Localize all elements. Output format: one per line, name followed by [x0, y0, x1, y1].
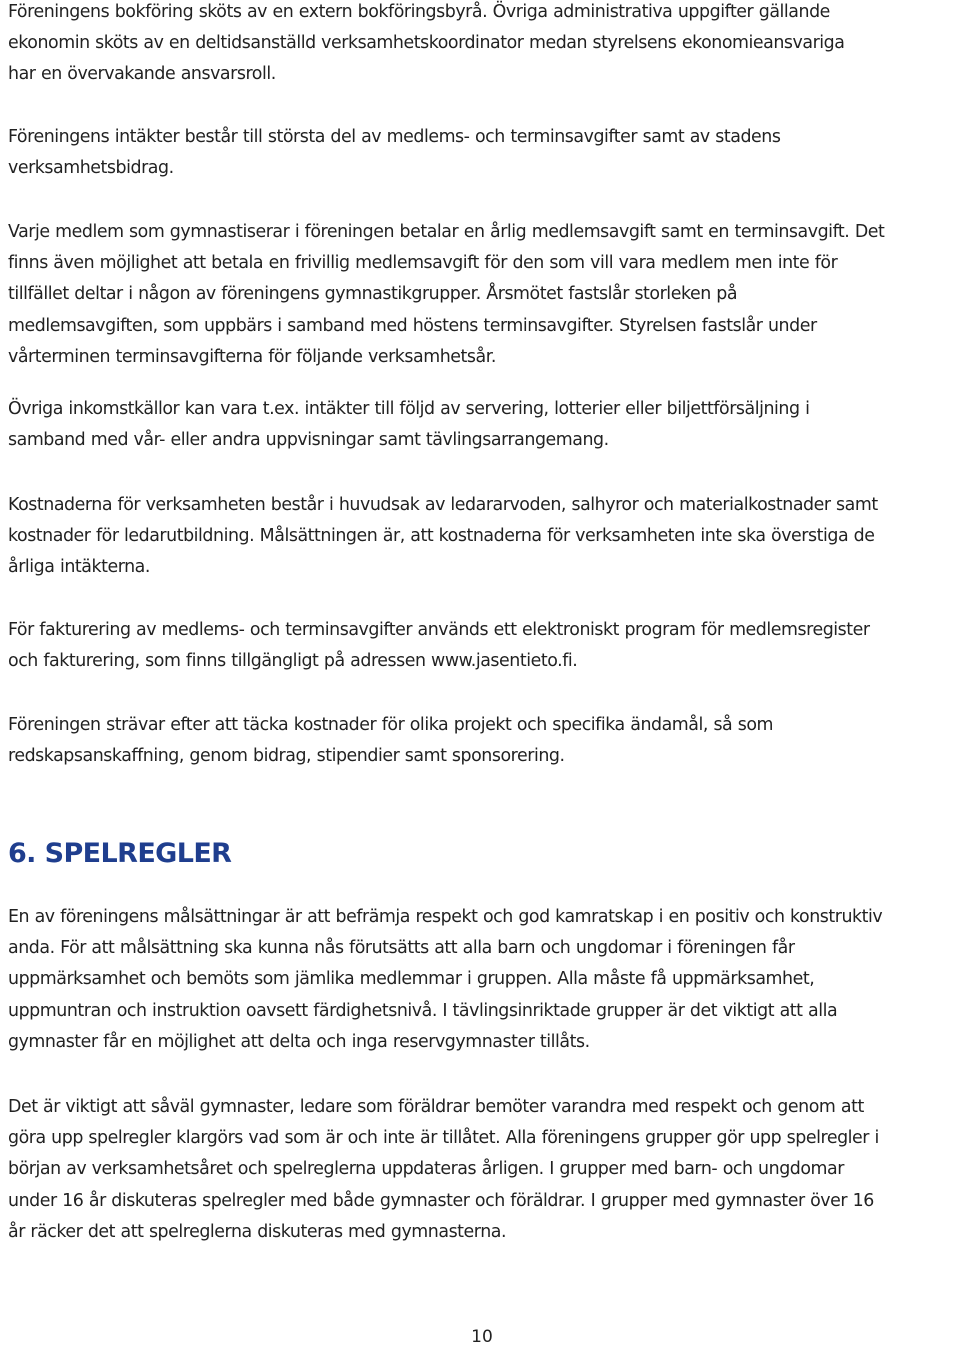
paragraph-invoicing	[8, 615, 870, 677]
section-heading: 6. SPELREGLER	[8, 838, 232, 869]
text-line: För fakturering av medlems- och terminsavgifter används ett elektroniskt program för medlemsregister	[8, 620, 870, 640]
text-line: och fakturering, som finns tillgängligt på adressen www.jasentieto.fi.	[8, 651, 578, 672]
page-number: 10	[471, 1327, 493, 1347]
text-line: anda. För att målsättning ska kunna nås förutsätts att alla barn och ungdomar i föreningen får	[8, 938, 795, 959]
text-line: göra upp spelregler klargörs vad som är och inte är tillåtet. Alla föreningens grupper gör upp spelregler i	[8, 1128, 879, 1149]
text-line: redskapsanskaffning, genom bidrag, stipendier samt sponsorering.	[8, 746, 565, 767]
text-line: Föreningen strävar efter att täcka kostnader för olika projekt och specifika ändamål, så som	[8, 715, 774, 735]
paragraph-bookkeeping	[8, 0, 844, 91]
text-line: Varje medlem som gymnastiserar i föreningen betalar en årlig medlemsavgift samt en terminsavgift. Det	[8, 222, 885, 242]
text-line: Föreningens bokföring sköts av en extern bokföringsbyrå. Övriga administrativa uppgifter gällande	[8, 2, 830, 22]
paragraph-income	[8, 122, 780, 184]
paragraph-ground-rules	[8, 1092, 879, 1248]
text-line: början av verksamhetsåret och spelreglerna uppdateras årligen. I grupper med barn- och ungdomar	[8, 1159, 844, 1180]
text-line: En av föreningens målsättningar är att befrämja respekt och god kamratskap i en positiv och konstruktiv	[8, 907, 883, 927]
text-line: uppmärksamhet och bemöts som jämlika medlemmar i gruppen. Alla måste få uppmärksamhet,	[8, 969, 815, 990]
text-line: år räcker det att spelreglerna diskuteras med gymnasterna.	[8, 1221, 507, 1242]
text-line: under 16 år diskuteras spelregler med både gymnaster och föräldrar. I grupper med gymnaster över 16	[8, 1190, 874, 1211]
text-line: medlemsavgiften, som uppbärs i samband med höstens terminsavgifter. Styrelsen fastslår under	[8, 315, 817, 336]
text-line: har en övervakande ansvarsroll.	[8, 64, 276, 85]
paragraph-costs	[8, 490, 878, 584]
text-line: vårterminen terminsavgifterna för följande verksamhetsår.	[8, 346, 496, 367]
paragraph-membership-fees	[8, 217, 884, 373]
paragraph-goals	[8, 902, 882, 1058]
text-line: finns även möjlighet att betala en frivillig medlemsavgift för den som vill vara medlem men inte för	[8, 253, 838, 274]
paragraph-funding	[8, 710, 773, 772]
text-line: Föreningens intäkter består till största del av medlems- och terminsavgifter samt av stadens	[8, 127, 781, 147]
text-line: årliga intäkterna.	[8, 557, 150, 578]
text-line: uppmuntran och instruktion oavsett färdighetsnivå. I tävlingsinriktade grupper är det viktigt att alla	[8, 1000, 838, 1021]
text-line: Övriga inkomstkällor kan vara t.ex. intäkter till följd av servering, lotterier eller biljettförsäljning i	[8, 399, 810, 419]
text-line: gymnaster får en möjlighet att delta och inga reservgymnaster tillåts.	[8, 1031, 590, 1052]
text-line: kostnader för ledarutbildning. Målsättningen är, att kostnaderna för verksamheten inte ska överstiga de	[8, 526, 875, 547]
text-line: Det är viktigt att såväl gymnaster, ledare som föräldrar bemöter varandra med respekt och genom att	[8, 1097, 864, 1117]
text-line: ekonomin sköts av en deltidsanställd verksamhetskoordinator medan styrelsens ekonomieansvariga	[8, 33, 845, 54]
text-line: Kostnaderna för verksamheten består i huvudsak av ledararvoden, salhyror och materialkostnader samt	[8, 495, 878, 515]
text-line: samband med vår- eller andra uppvisningar samt tävlingsarrangemang.	[8, 430, 609, 451]
paragraph-other-income	[8, 394, 809, 456]
text-line: tillfället deltar i någon av föreningens gymnastikgrupper. Årsmötet fastslår storleken på	[8, 284, 738, 305]
text-line: verksamhetsbidrag.	[8, 158, 174, 179]
